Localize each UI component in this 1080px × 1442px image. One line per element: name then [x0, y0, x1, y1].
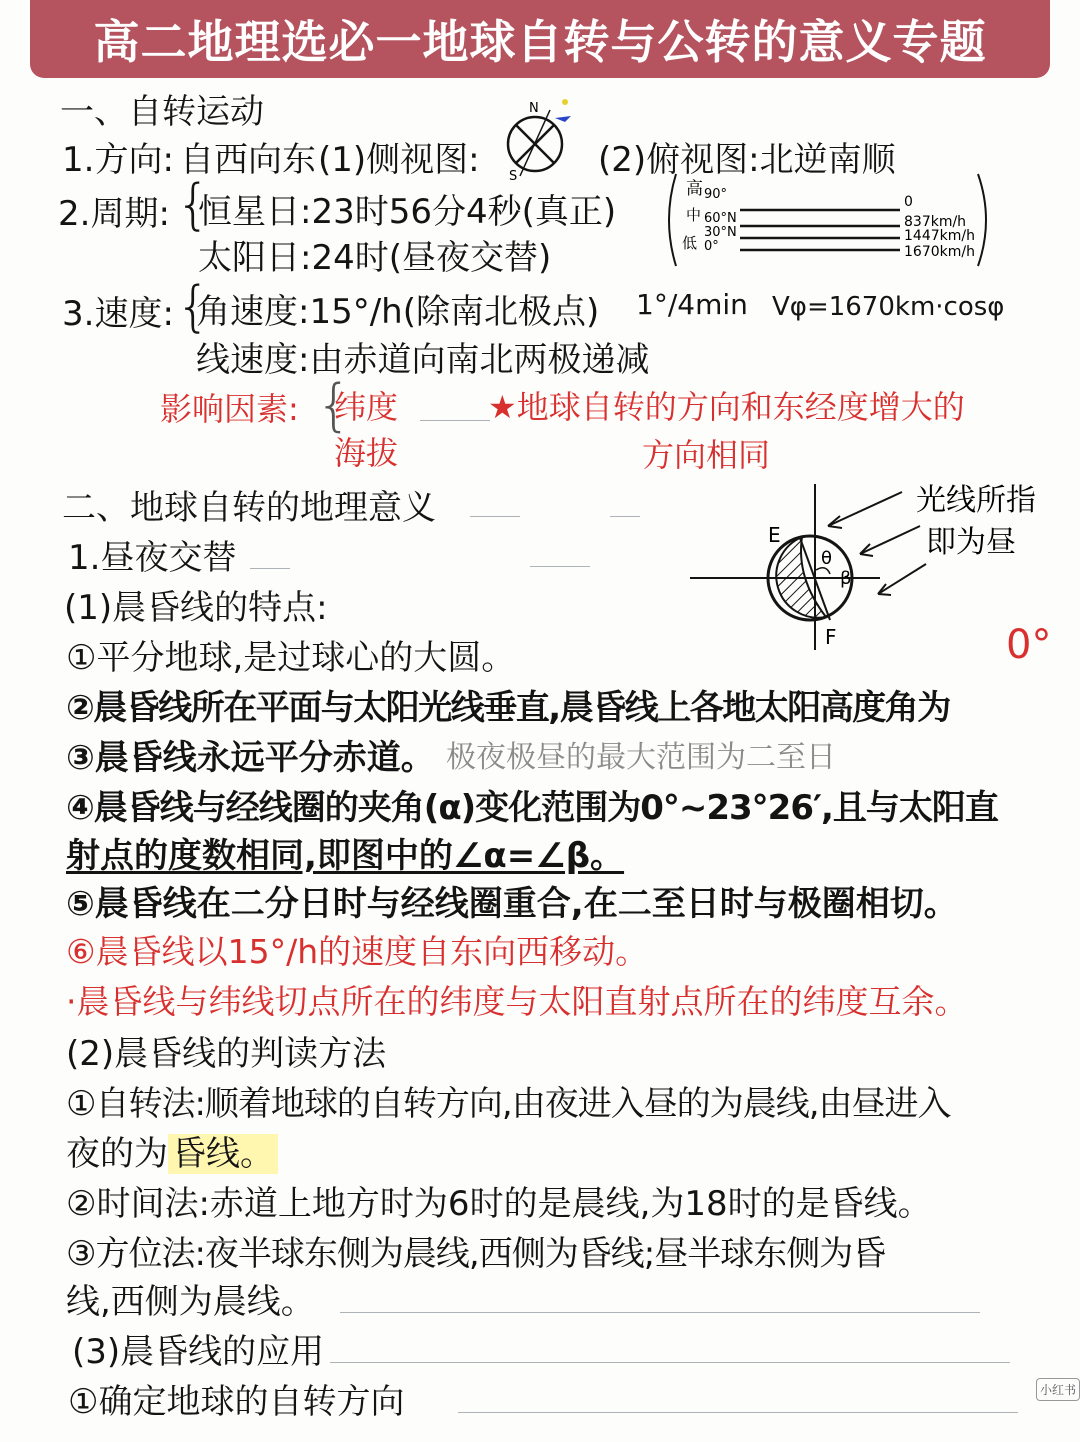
diagram-label-f: F: [825, 625, 837, 649]
point-4-line-2: 射点的度数相同,即图中的∠α=∠β。: [66, 836, 625, 876]
page-title: 高二地理选必一地球自转与公转的意义专题: [93, 15, 987, 69]
rule: [330, 1362, 1010, 1363]
top-view-label: (2)俯视图:北逆南顺: [598, 140, 896, 180]
factors-underline: [420, 420, 490, 421]
side-view-globe-diagram: [495, 96, 585, 180]
point-5: ⑤晨昏线在二分日时与经线圈重合,在二至日时与极圈相切。: [66, 884, 958, 924]
rule: [340, 1312, 980, 1313]
light-note-2: 即为昼: [926, 525, 1016, 560]
point-1: ①平分地球,是过球心的大圆。: [66, 638, 516, 678]
direction-value: 自西向东: [180, 140, 316, 180]
angular-speed-extra: 1°/4min: [636, 288, 748, 321]
point-7: ·晨昏线与纬线切点所在的纬度与太阳直射点所在的纬度互余。: [66, 982, 968, 1021]
terminator-features-heading: (1)晨昏线的特点:: [64, 588, 328, 628]
factor-altitude: 海拔: [334, 434, 399, 472]
diagram-lat30: 30°N: [704, 225, 737, 240]
watermark: 小红书: [1036, 1378, 1080, 1401]
method-1-line-1: ①自转法:顺着地球的自转方向,由夜进入昼的为晨线,由昼进入: [66, 1084, 951, 1124]
linear-speed: 线速度:由赤道向南北两极递减: [196, 340, 650, 380]
rule: [470, 516, 520, 517]
rule: [610, 516, 640, 517]
application-1: ①确定地球的自转方向: [68, 1382, 405, 1422]
diagram-lat60: 60°N: [704, 211, 737, 226]
point-6: ⑥晨昏线以15°/h的速度自东向西移动。: [66, 932, 649, 971]
period-label: 2.周期:: [58, 194, 170, 234]
point-3-note: 极夜极昼的最大范围为二至日: [446, 740, 836, 775]
diagram-lat0: 0°: [704, 239, 719, 254]
diagram-lat90: 90°: [704, 187, 728, 202]
rule: [530, 566, 590, 567]
factors-label: 影响因素:: [160, 390, 299, 428]
diagram-theta: θ: [821, 548, 833, 569]
method-3-line-1: ③方位法:夜半球东侧为晨线,西侧为昏线;昼半球东侧为昏: [66, 1234, 886, 1274]
diagram-mid: 中: [686, 206, 702, 224]
red-degree-note: 0°: [1006, 622, 1052, 668]
speed-label: 3.速度:: [62, 294, 174, 334]
method-1-prefix: 夜的为: [66, 1134, 168, 1174]
rule: [250, 568, 290, 569]
north-label: N: [529, 101, 539, 116]
point-3: ③晨昏线永远平分赤道。: [66, 738, 435, 778]
speed-brace: {: [176, 275, 211, 338]
diagram-v30: 1447km/h: [904, 228, 975, 244]
applications-heading: (3)晨昏线的应用: [72, 1332, 325, 1372]
period-brace: {: [176, 173, 211, 236]
point-2: ②晨昏线所在平面与太阳光线垂直,晨昏线上各地太阳高度角为: [66, 688, 950, 728]
diagram-v60: 837km/h: [904, 214, 967, 230]
south-label: S: [509, 169, 518, 180]
point-4-line-1: ④晨昏线与经线圈的夹角(α)变化范围为0°~23°26′,且与太阳直: [66, 788, 998, 828]
sidereal-day: 恒星日:23时56分4秒(真正): [198, 192, 617, 232]
diagram-label-e: E: [768, 523, 781, 547]
section1-heading: 一、自转运动: [60, 92, 264, 132]
speed-formula: Vφ=1670km·cosφ: [772, 292, 1005, 322]
latitude-speed-diagram: [660, 170, 1000, 272]
method-3-line-2: 线,西侧为晨线。: [66, 1282, 315, 1322]
day-night-alternation: 1.昼夜交替: [68, 538, 237, 578]
diagram-low: 低: [682, 234, 698, 252]
angular-speed: 角速度:15°/h(除南北极点): [196, 292, 600, 332]
diagram-v0: 1670km/h: [904, 244, 975, 260]
rotation-direction-note: ★地球自转的方向和东经度增大的: [488, 388, 965, 426]
judging-methods-heading: (2)晨昏线的判读方法: [66, 1034, 387, 1074]
diagram-high: 高: [686, 179, 703, 199]
method-1-line-2: [66, 1126, 278, 1175]
direction-label: 1.方向:: [62, 140, 174, 180]
diagram-beta: β: [840, 568, 852, 589]
light-note-1: 光线所指: [916, 483, 1036, 518]
method-2: ②时间法:赤道上地方时为6时的是晨线,为18时的是昏线。: [66, 1184, 932, 1224]
solar-day: 太阳日:24时(昼夜交替): [198, 238, 552, 278]
diagram-v90: 0: [904, 194, 913, 210]
section2-heading: 二、地球自转的地理意义: [62, 488, 436, 528]
factors-brace: {: [316, 373, 352, 438]
highlighted-dusk-line: 昏线。: [168, 1134, 278, 1174]
rotation-direction-note-2: 方向相同: [642, 436, 771, 474]
factor-latitude: 纬度: [334, 388, 399, 426]
rule: [458, 1412, 1018, 1413]
title-banner: [30, 0, 1050, 78]
side-view-label: (1)侧视图:: [318, 140, 480, 180]
